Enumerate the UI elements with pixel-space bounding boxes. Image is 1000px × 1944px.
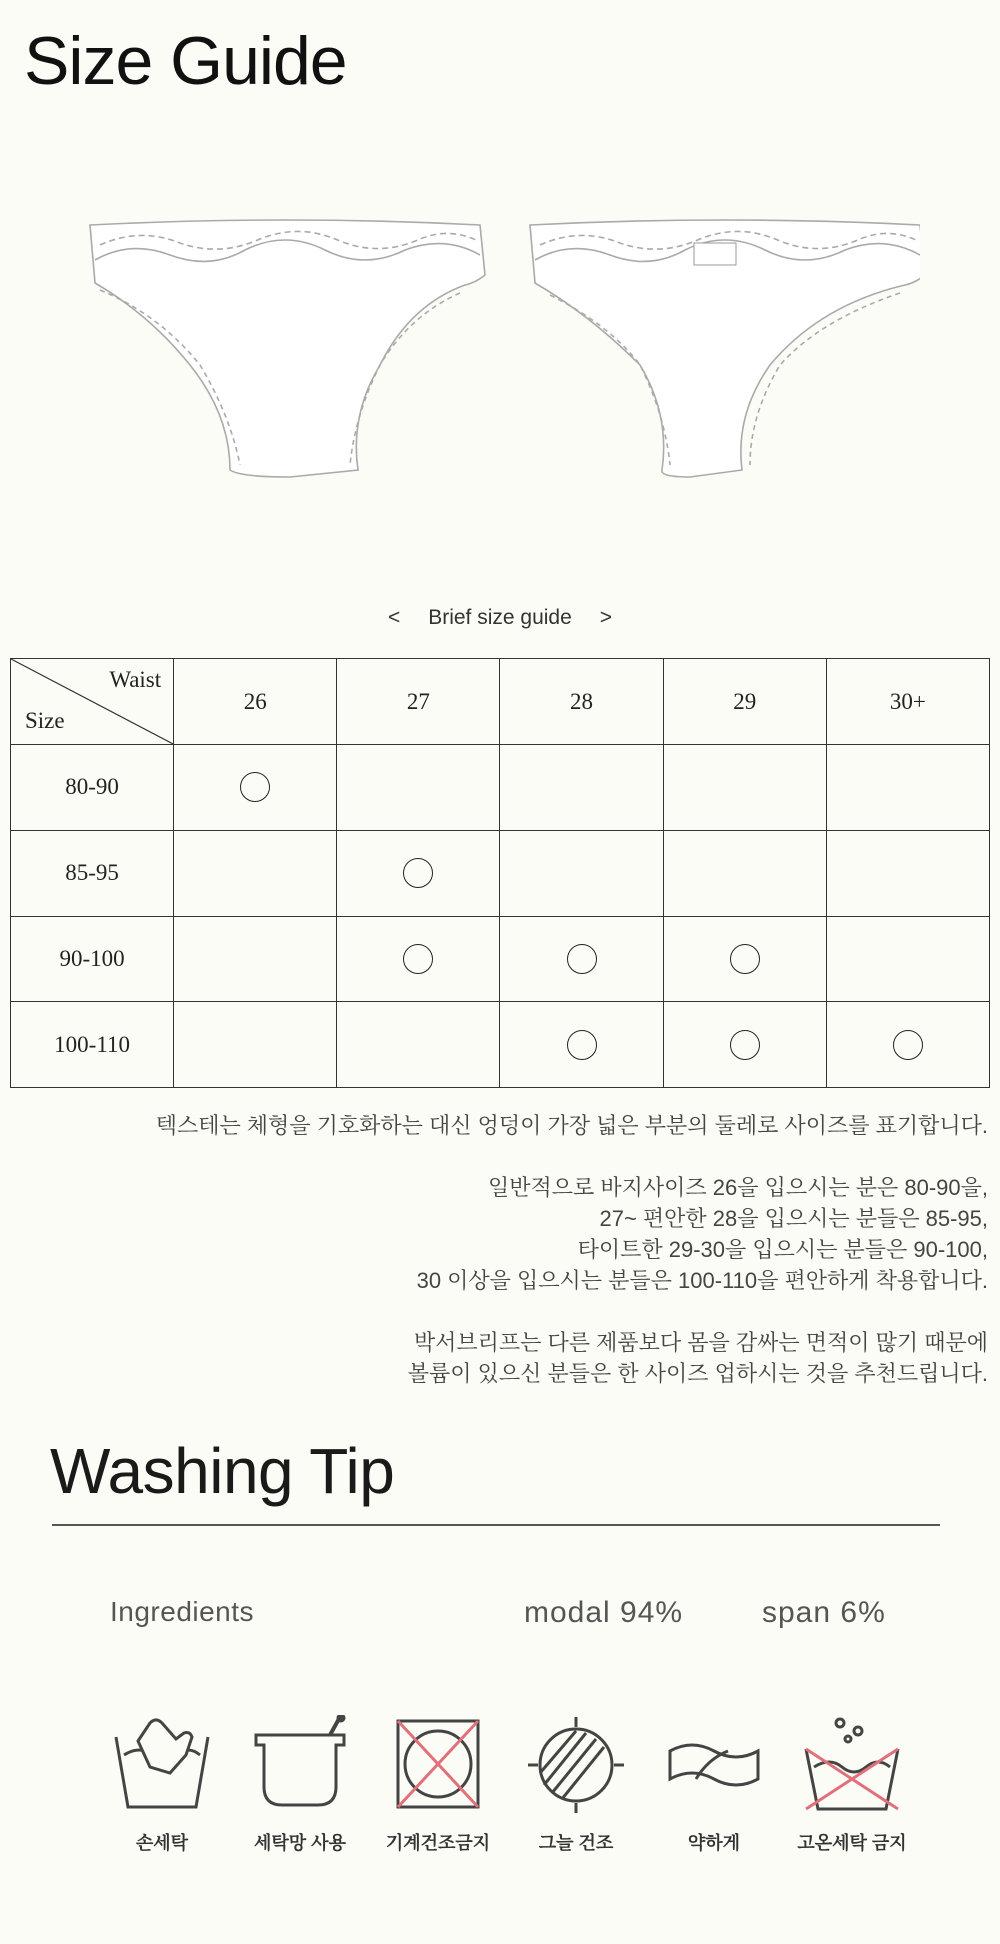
washing-tip-title: Washing Tip xyxy=(50,1435,395,1507)
table-cell xyxy=(337,1002,500,1088)
row-label: 90-100 xyxy=(11,916,174,1002)
product-illustration xyxy=(80,215,920,485)
ingredient-span: span 6% xyxy=(762,1596,886,1629)
page-title: Size Guide xyxy=(24,23,347,99)
table-cell xyxy=(337,830,500,916)
care-item xyxy=(230,1715,370,1855)
note-line: 일반적으로 바지사이즈 26을 입으시는 분은 80-90을, xyxy=(488,1175,988,1200)
table-cell xyxy=(663,1002,826,1088)
table-cell xyxy=(826,830,989,916)
column-header: 28 xyxy=(500,659,663,745)
hand-wash-icon xyxy=(110,1715,214,1815)
next-arrow[interactable]: > xyxy=(599,606,613,629)
table-corner-cell xyxy=(11,659,174,745)
table-cell xyxy=(663,916,826,1002)
table-row xyxy=(11,830,990,916)
table-cell xyxy=(500,745,663,831)
size-notes xyxy=(88,1110,988,1420)
care-label: 그늘 건조 xyxy=(538,1833,614,1853)
table-row xyxy=(11,916,990,1002)
prev-arrow[interactable]: < xyxy=(387,606,401,629)
care-label: 기계건조금지 xyxy=(385,1833,491,1853)
size-mark xyxy=(567,944,597,974)
note-paragraph: 텍스테는 체형을 기호화하는 대신 엉덩이 가장 넓은 부분의 둘레로 사이즈를 표기합니다. xyxy=(155,1113,988,1138)
care-label: 세탁망 사용 xyxy=(254,1833,346,1853)
care-label: 손세탁 xyxy=(135,1833,189,1853)
size-mark xyxy=(730,944,760,974)
gentle-wring-icon xyxy=(662,1715,766,1815)
care-item xyxy=(644,1715,784,1855)
care-item xyxy=(368,1715,508,1855)
size-guide-nav xyxy=(0,606,1000,630)
care-label: 약하게 xyxy=(687,1833,741,1853)
corner-waist-label: Waist xyxy=(109,667,162,692)
note-line: 27~ 편안한 28을 입으시는 분들은 85-95, xyxy=(599,1206,988,1231)
ingredient-modal: modal 94% xyxy=(524,1596,684,1629)
table-cell xyxy=(500,830,663,916)
ingredients-label: Ingredients xyxy=(110,1596,255,1627)
no-hot-wash-icon xyxy=(800,1715,904,1815)
note-line: 30 이상을 입으시는 분들은 100-110을 편안하게 착용합니다. xyxy=(416,1268,988,1293)
care-item xyxy=(506,1715,646,1855)
care-icons xyxy=(92,1715,922,1875)
care-label: 고온세탁 금지 xyxy=(797,1833,907,1853)
care-item xyxy=(782,1715,922,1855)
table-cell xyxy=(500,916,663,1002)
table-cell xyxy=(826,745,989,831)
brief-back-drawing xyxy=(530,220,920,477)
corner-size-label: Size xyxy=(25,708,65,733)
laundry-net-icon xyxy=(248,1715,352,1815)
table-cell xyxy=(663,830,826,916)
table-cell xyxy=(174,916,337,1002)
table-cell xyxy=(174,830,337,916)
size-mark xyxy=(893,1030,923,1060)
table-cell xyxy=(337,916,500,1002)
row-label: 80-90 xyxy=(11,745,174,831)
row-label: 100-110 xyxy=(11,1002,174,1088)
note-paragraph xyxy=(88,1327,988,1389)
shade-dry-icon xyxy=(524,1715,628,1815)
note-line: 타이트한 29-30을 입으시는 분들은 90-100, xyxy=(577,1237,988,1262)
size-table xyxy=(10,658,990,1088)
table-header-row xyxy=(11,659,990,745)
table-cell xyxy=(174,745,337,831)
no-tumble-dry-icon xyxy=(386,1715,490,1815)
note-line: 볼륨이 있으신 분들은 한 사이즈 업하시는 것을 추천드립니다. xyxy=(407,1361,988,1386)
brief-front-drawing xyxy=(90,220,485,477)
size-mark xyxy=(403,858,433,888)
size-mark xyxy=(567,1030,597,1060)
size-mark xyxy=(403,944,433,974)
size-mark xyxy=(730,1030,760,1060)
column-header: 29 xyxy=(663,659,826,745)
table-cell xyxy=(663,745,826,831)
column-header: 26 xyxy=(174,659,337,745)
note-paragraph xyxy=(88,1172,988,1296)
row-label: 85-95 xyxy=(11,830,174,916)
column-header: 30+ xyxy=(826,659,989,745)
table-cell xyxy=(826,916,989,1002)
size-mark xyxy=(240,772,270,802)
note-line: 박서브리프는 다른 제품보다 몸을 감싸는 면적이 많기 때문에 xyxy=(413,1330,988,1355)
care-item xyxy=(92,1715,232,1855)
table-row xyxy=(11,745,990,831)
divider xyxy=(52,1524,940,1526)
table-row xyxy=(11,1002,990,1088)
table-cell xyxy=(337,745,500,831)
table-cell xyxy=(826,1002,989,1088)
table-cell xyxy=(174,1002,337,1088)
table-cell xyxy=(500,1002,663,1088)
column-header: 27 xyxy=(337,659,500,745)
size-guide-label: Brief size guide xyxy=(428,606,572,629)
